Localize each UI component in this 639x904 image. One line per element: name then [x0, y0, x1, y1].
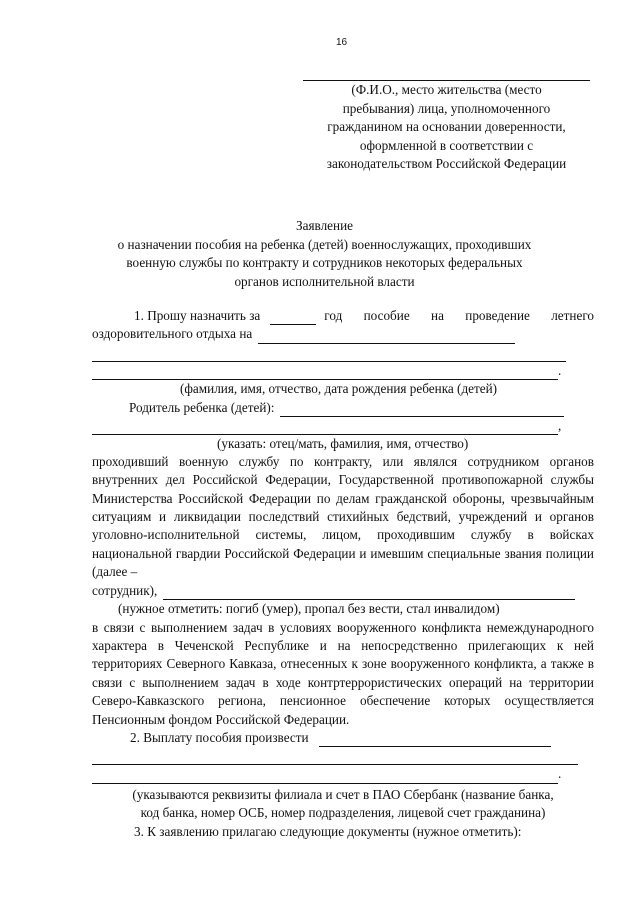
title-subtitle-line: органов исполнительной власти: [234, 273, 415, 289]
parent-comma: ,: [558, 418, 562, 434]
payment-line-2[interactable]: [92, 747, 578, 765]
p2-row: [92, 729, 594, 747]
p3-text: 3. К заявлению прилагаю следующие документы (нужное отметить):: [134, 823, 522, 839]
p1-start: 1. Прошу назначить за: [134, 308, 261, 323]
addressee-caption-line: (Ф.И.О., место жительства (место: [351, 82, 542, 97]
p1-mid: год пособие на проведение летнего: [324, 308, 594, 323]
p2-label: 2. Выплату пособия произвести: [130, 729, 309, 745]
document-title: [72, 217, 577, 291]
addressee-caption: [303, 81, 590, 174]
addressee-block: [303, 64, 590, 174]
addressee-name-line[interactable]: [303, 64, 590, 81]
conflict-paragraph: в связи с выполнением задач в условиях вооруженного конфликта немеждународного характера в Чеченской Республике и на непосредственно прилегающих к ней территориях Северного Кавказа, отнесенных к зоне вооруженного конфликта, а также в связи с выполнением задач в ходе контртеррористических операций на территории Северо-Кавказского региона, пенсионное обеспечение которых осуществляется Пенсионным фондом Российской Федерации.: [92, 619, 594, 727]
p1-line2-label: оздоровительного отдыха на: [92, 326, 253, 342]
bank-caption-line: код банка, номер ОСБ, номер подразделения, лицевой счет гражданина): [140, 805, 546, 821]
parent-caption: (указать: отец/мать, фамилия, имя, отчество): [217, 436, 469, 452]
bank-caption: [92, 786, 594, 823]
payment-end-dot: .: [558, 766, 562, 782]
payment-line-3[interactable]: [92, 768, 558, 784]
addressee-caption-line: гражданином на основании доверенности,: [327, 119, 566, 134]
status-caption: (нужное отметить: погиб (умер), пропал без вести, стал инвалидом): [118, 601, 500, 617]
addressee-caption-line: пребывания) лица, уполномоченного: [342, 100, 551, 116]
payment-field[interactable]: [319, 733, 551, 747]
child-caption: (фамилия, имя, отчество, дата рождения ребенка (детей): [180, 381, 498, 397]
parent-label: Родитель ребенка (детей):: [129, 399, 275, 415]
child-line-2[interactable]: [92, 364, 558, 380]
parent-line-2-row: [92, 417, 594, 435]
child-line-1[interactable]: [92, 344, 566, 362]
parent-row: [92, 399, 594, 417]
year-field[interactable]: [270, 311, 316, 325]
service-paragraph: проходивший военную службу по контракту, или являлся сотрудником органов внутренних дел Российской Федерации, Государственной противопожарной службы Министерства Российской Федерации по делам гражданской обороны, чрезвычайным ситуациям и ликвидации последствий стихийных бедствий, учреждений и органов уголовно-исполнительной системы, лицом, проходившим службу в войсках национальной гвардии Российской Федерации и имевшим специальные звания полиции (далее –: [92, 453, 594, 580]
addressee-caption-line: оформленной в соответствии с: [359, 137, 534, 153]
p1-line-2: [92, 325, 594, 343]
title-subtitle-line: военную службы по контракту и сотрудников некоторых федеральных: [126, 255, 523, 270]
employee-status-field[interactable]: [163, 586, 575, 600]
child-line-2-row: [92, 362, 594, 380]
parent-field[interactable]: [280, 403, 564, 417]
title-subtitle-line: о назначении пособия на ребенка (детей) военнослужащих, проходивших: [117, 236, 532, 252]
addressee-caption-line: законодательством Российской Федерации: [326, 156, 567, 171]
employee-label: сотрудник),: [92, 582, 158, 598]
title-heading: Заявление: [296, 218, 353, 233]
p1-line-1: [92, 307, 594, 325]
parent-line-2[interactable]: [92, 419, 558, 435]
payment-line-3-row: [92, 765, 594, 783]
bank-caption-line: (указываются реквизиты филиала и счет в ПАО Сбербанк (название банка,: [132, 786, 554, 802]
page-number: 16: [335, 37, 348, 48]
employee-row: [92, 582, 594, 600]
document-body: [92, 307, 594, 841]
recreation-field[interactable]: [258, 330, 515, 344]
child-line-dot: .: [558, 362, 562, 378]
